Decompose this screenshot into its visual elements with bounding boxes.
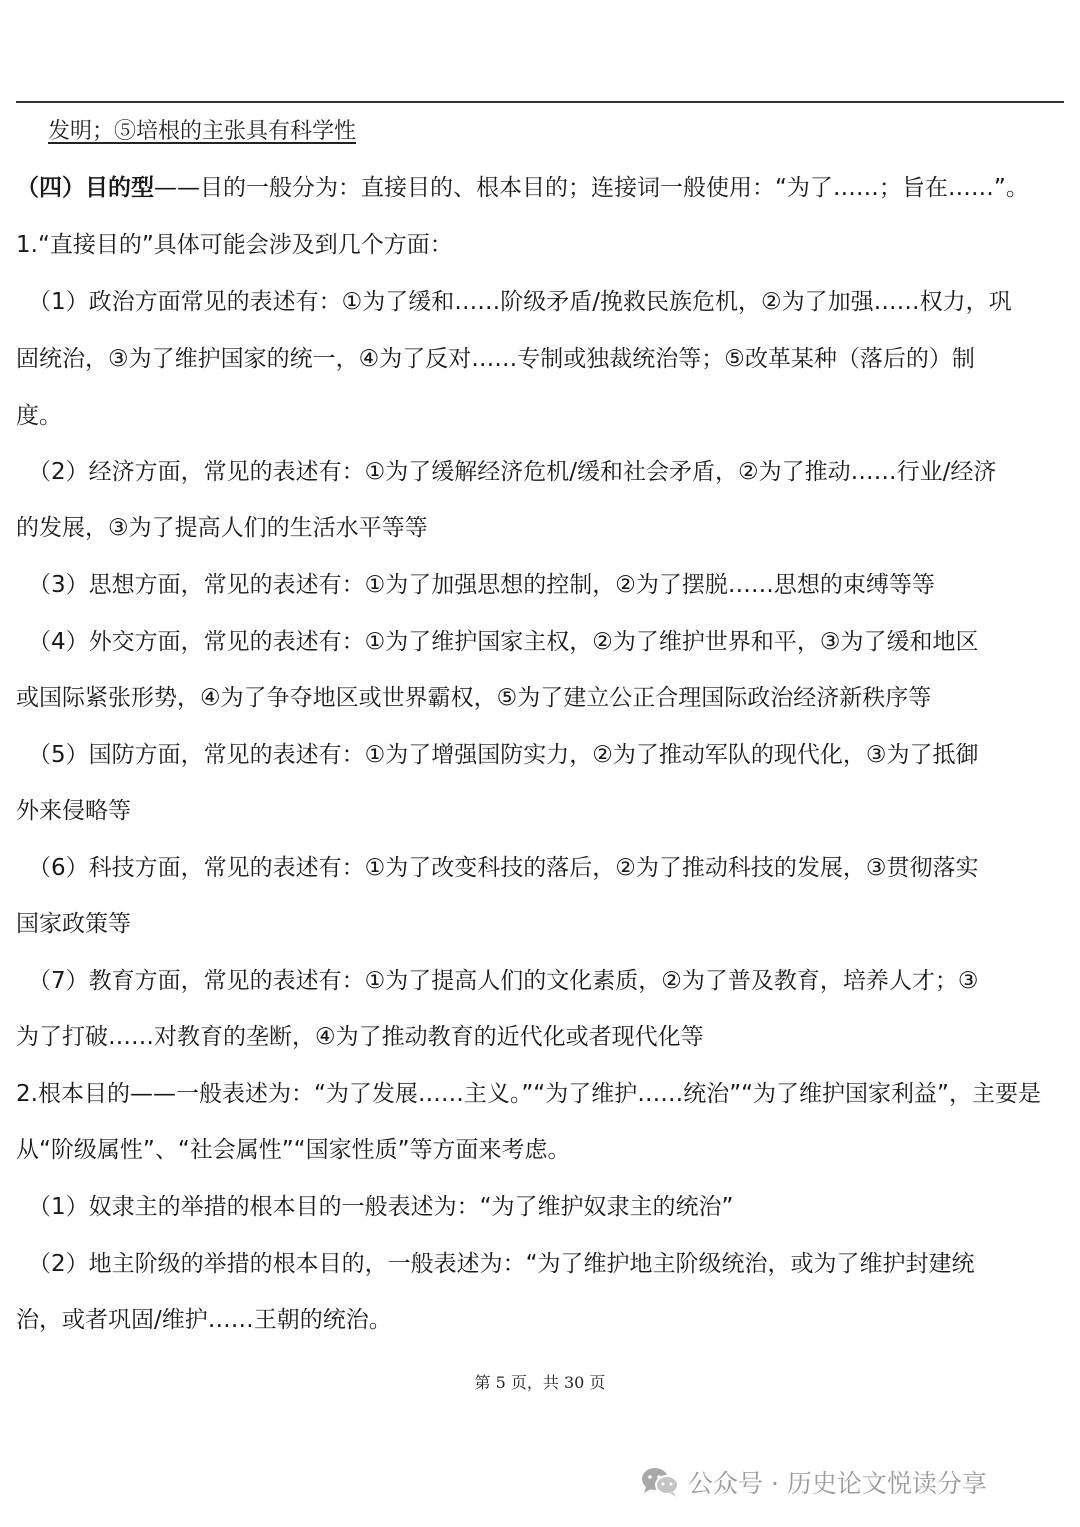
page-number-footer: 第 5 页，共 30 页 xyxy=(474,1373,606,1392)
text-line-5: （2）经济方面，常见的表述有：①为了缓解经济危机/缓和社会矛盾，②为了推动……行业/经济 xyxy=(28,459,997,485)
text-line-6: 的发展，③为了提高人们的生活水平等等 xyxy=(16,515,428,541)
text-line-2: （1）政治方面常见的表述有：①为了缓和……阶级矛盾/挽救民族危机，②为了加强……权力，巩 xyxy=(28,289,1012,315)
watermark-text: 公众号 · 历史论文悦读分享 xyxy=(688,1469,987,1498)
text-line-16: 2.根本目的——一般表述为：“为了发展……主义。”“为了维护……统治”“为了维护国家利益”，主要是 xyxy=(16,1081,1041,1107)
text-line-11: 外来侵略等 xyxy=(16,798,131,824)
text-line-10: （5）国防方面，常见的表述有：①为了增强国防实力，②为了推动军队的现代化，③为了抵御 xyxy=(28,742,979,768)
text-line-20: 治，或者巩固/维护……王朝的统治。 xyxy=(16,1307,392,1333)
text-line-7: （3）思想方面，常见的表述有：①为了加强思想的控制，②为了摆脱……思想的束缚等等 xyxy=(28,572,935,598)
watermark xyxy=(640,1462,987,1502)
text-line-17: 从“阶级属性”、“社会属性”“国家性质”等方面来考虑。 xyxy=(16,1137,571,1163)
text-line-15: 为了打破……对教育的垄断，④为了推动教育的近代化或者现代化等 xyxy=(16,1024,704,1050)
text-line-8: （4）外交方面，常见的表述有：①为了维护国家主权，②为了维护世界和平，③为了缓和地区 xyxy=(28,629,979,655)
text-line-19: （2）地主阶级的举措的根本目的，一般表述为：“为了维护地主阶级统治，或为了维护封建统 xyxy=(28,1251,975,1277)
text-line-9: 或国际紧张形势，④为了争夺地区或世界霸权，⑤为了建立公正合理国际政治经济新秩序等 xyxy=(16,685,932,711)
text-line-14: （7）教育方面，常见的表述有：①为了提高人们的文化素质，②为了普及教育，培养人才；③ xyxy=(28,968,979,994)
wechat-icon xyxy=(640,1466,680,1498)
text-line-3: 固统治，③为了维护国家的统一，④为了反对……专制或独裁统治等；⑤改革某种（落后的）制 xyxy=(16,346,975,372)
text-line-18: （1）奴隶主的举措的根本目的一般表述为：“为了维护奴隶主的统治” xyxy=(28,1194,734,1220)
section-heading xyxy=(16,168,1064,208)
text-line-1: 1.“直接目的”具体可能会涉及到几个方面： xyxy=(16,232,453,258)
top-rule xyxy=(16,101,1064,103)
section-heading-rest: ——目的一般分为：直接目的、根本目的；连接词一般使用：“为了……；旨在……”。 xyxy=(154,175,1029,201)
text-line-12: （6）科技方面，常见的表述有：①为了改变科技的落后，②为了推动科技的发展，③贯彻落实 xyxy=(28,855,979,881)
continuation-line: 发明；⑤培根的主张具有科学性 xyxy=(48,119,357,144)
text-line-13: 国家政策等 xyxy=(16,911,131,937)
text-line-4: 度。 xyxy=(16,403,62,429)
section-heading-bold: （四）目的型 xyxy=(16,175,154,201)
